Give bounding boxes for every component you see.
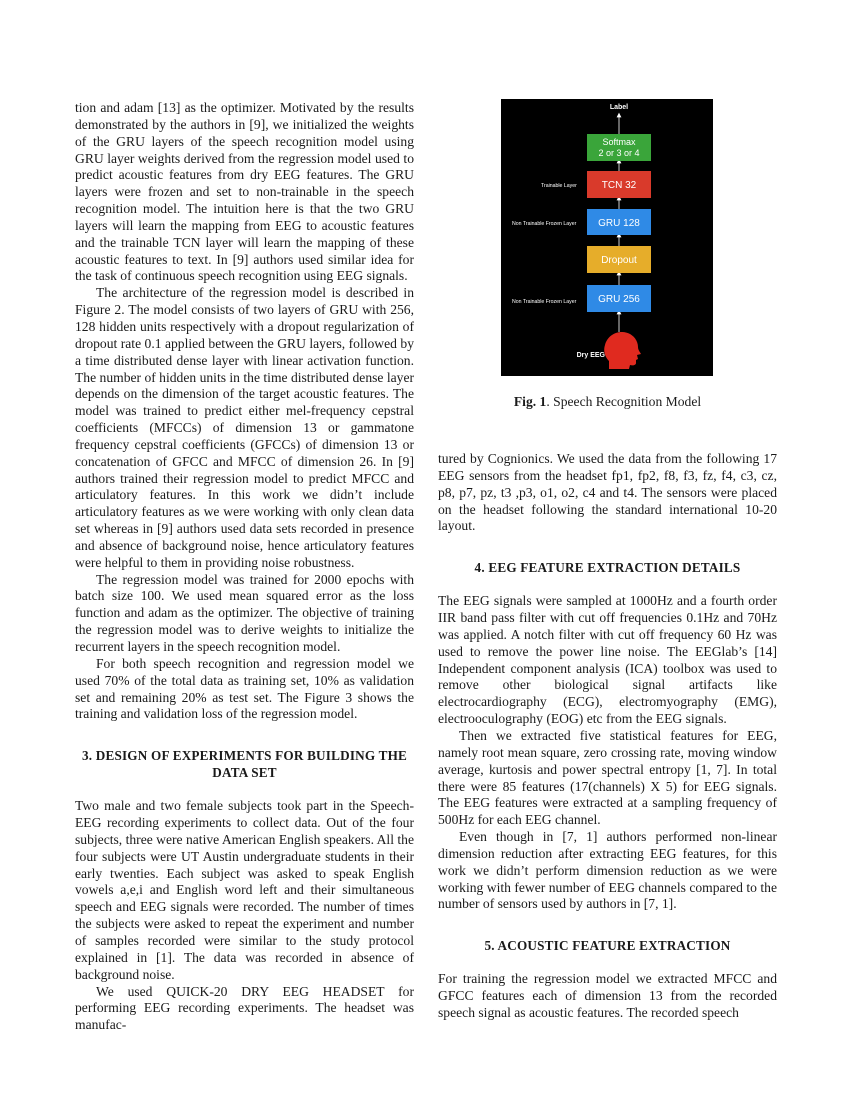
model-diagram <box>501 99 713 376</box>
caption-label: Fig. 1 <box>513 394 547 409</box>
paragraph: For both speech recognition and regression model we used 70% of the total data as training set, 10% as validation set and remaining 20% as test set. The Figure 3 shows the training and validation loss of the regression model. <box>75 655 414 722</box>
figure-caption <box>438 393 777 410</box>
softmax-label: Softmax <box>602 137 636 147</box>
gru128-side-label: Non Trainable Frozen Layer <box>512 221 577 227</box>
section-heading-5: 5. ACOUSTIC FEATURE EXTRACTION <box>484 938 731 954</box>
tcn-side-label: Trainable Layer <box>541 183 577 189</box>
caption-text: . Speech Recognition Model <box>546 394 702 409</box>
left-column <box>75 100 414 1034</box>
gru256-label: GRU 256 <box>598 294 640 305</box>
section-heading-3: 3. DESIGN OF EXPERIMENTS FOR BUILDING THE DATA SET <box>81 748 408 781</box>
section-heading-4: 4. EEG FEATURE EXTRACTION DETAILS <box>474 560 741 576</box>
paragraph: Even though in [7, 1] authors performed non-linear dimension reduction after extracting EEG features, for this work we didn’t perform dimension reduction as we were working with fewer number of EEG channels compared to the number of sensors used by authors in [7, 1]. <box>438 829 777 912</box>
paragraph: The architecture of the regression model is described in Figure 2. The model consists of two layers of GRU with 256, 128 hidden units respectively with a dropout regularization of dropout rate 0.1 applied between the GRU layers, followed by a time distributed dense layer with linear activation function. The number of hidden units in the time distributed dense layer depends on the dimension of the target acoustic features. The model was trained to predict either mel-frequency cepstral coefficients (MFCCs) of dimension 13 or gammatone frequency cepstral coefficients (GFCCs) of dimension 13 or concatenation of GFCC and MFCC of dimension 26. In [9] authors trained their regression model to predict MFCC and articulatory features. In this work we didn’t include articulatory features as we were working with only clean data set whereas in [9] authors used data sets recorded in presence and absence of background noise, hence articulatory features were helpful to them in providing noise robustness. <box>75 285 415 570</box>
paragraph: tion and adam [13] as the optimizer. Motivated by the results demonstrated by the authors in [9], we initialized the weights of the GRU layers of the speech recognition model using GRU layer weights derived from the regression model used to predict acoustic features from dry EEG features. The GRU layers were frozen and set to non-trainable in the speech recognition model. The intuition here is that the two GRU layers will learn the mapping from EEG to acoustic features and the trainable TCN layer will learn the mapping of these acoustic features to text. In [9] authors used similar idea for the task of continuous speech recognition using EEG signals. <box>75 100 414 284</box>
paragraph: For training the regression model we extracted MFCC and GFCC features each of dimension 13 from the recorded speech signal as acoustic features. The recorded speech <box>438 971 777 1020</box>
paragraph: Two male and two female subjects took part in the Speech-EEG recording experiments to collect data. Out of the four subjects, three were native American English speakers. All the four subjects were UT Austin undergraduate students in their early twenties. Each subject was asked to speak English vowels a,e,i and English word left and their simultaneous speech and EEG signals were recorded. The number of times the subjects were asked to repeat the experiment and number of samples recorded were similar to the study protocol explained in [1]. The data was recorded in absence of background noise. <box>75 798 414 982</box>
label-text: Label <box>609 104 629 111</box>
paragraph: We used QUICK-20 DRY EEG HEADSET for performing EEG recording experiments. The headset was manufac- <box>75 983 414 1033</box>
paragraph: tured by Cognionics. We used the data from the following 17 EEG sensors from the headset fp1, fp2, f8, f3, fz, f4, c3, cz, p8, p7, pz, t3 ,p3, o1, o2, c4 and t4. The sensors were placed on the headset following the standard international 10-20 layout. <box>438 451 777 534</box>
paragraph: The EEG signals were sampled at 1000Hz and a fourth order IIR band pass filter with cut off frequencies 0.1Hz and 70Hz was applied. A notch filter with cut off frequency 60 Hz was used to remove the power line noise. The EEGlab’s [14] Independent component analysis (ICA) toolbox was used to remove other biological signal artifacts like electrocardiography (ECG), electromyography (EMG), electrooculography (EOG) etc from the EEG signals. <box>438 593 777 727</box>
paragraph: Then we extracted five statistical features for EEG, namely root mean square, zero crossing rate, moving window average, kurtosis and power spectral entropy [1, 7]. In total there were 85 features (17(channels) X 5) for EEG signals. The EEG features were extracted at a sampling frequency of 500Hz for each EEG channel. <box>438 727 777 828</box>
dry-eeg-label: Dry EEG <box>576 352 605 359</box>
speech-recognition-model-figure <box>501 99 713 376</box>
tcn-label: TCN 32 <box>601 180 637 191</box>
head-icon <box>604 332 641 369</box>
paragraph: The regression model was trained for 2000 epochs with batch size 100. We used mean squared error as the loss function and adam as the optimizer. The objective of training the regression model was to derive weights to initialize the recurrent layers in the speech recognition model. <box>75 571 414 654</box>
softmax-sublabel: 2 or 3 or 4 <box>598 148 640 158</box>
dropout-label: Dropout <box>601 255 637 266</box>
gru256-side-label: Non Trainable Frozen Layer <box>512 299 577 305</box>
right-column <box>438 451 777 1022</box>
gru128-label: GRU 128 <box>598 218 640 229</box>
